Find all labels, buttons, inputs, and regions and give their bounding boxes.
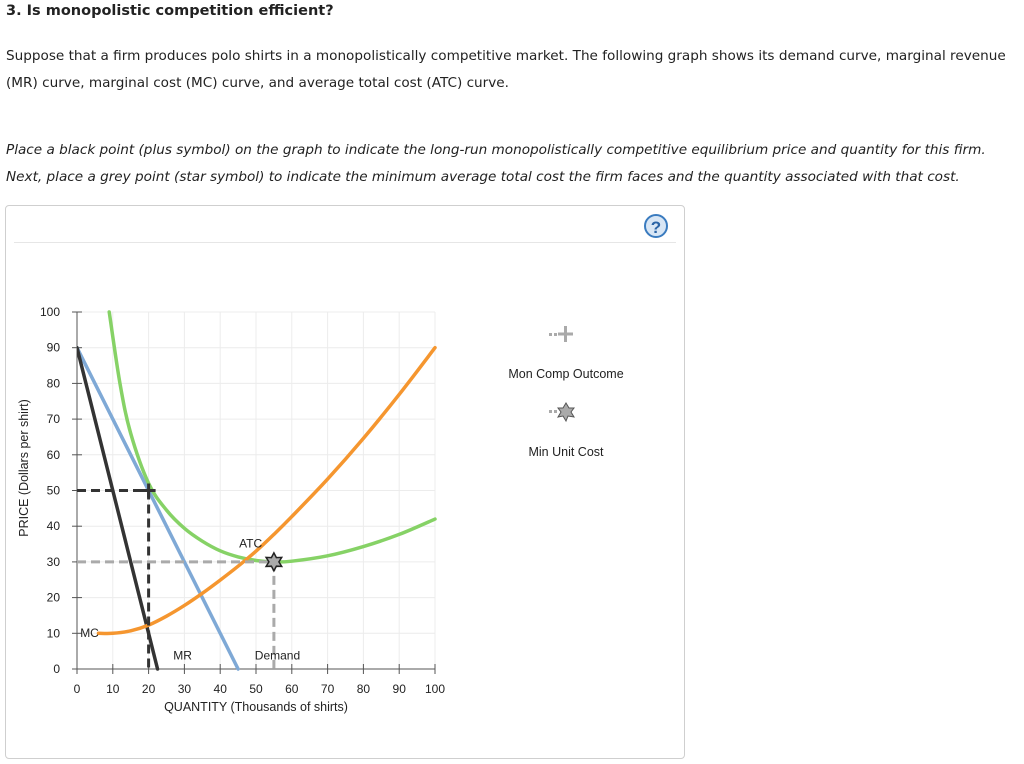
y-tick-label: 70 <box>46 412 60 427</box>
y-tick-label: 20 <box>46 590 60 605</box>
series-mr-line <box>77 348 158 669</box>
y-tick-label: 40 <box>46 519 60 534</box>
question-intro: Suppose that a firm produces polo shirts in a monopolistically competitive market. The following graph shows its demand curve, marginal revenue (MR) curve, marginal cost (MC) curve, and average total cost (ATC) curve. <box>6 48 1006 91</box>
chart-points[interactable] <box>142 484 282 571</box>
x-tick-label: 90 <box>392 682 406 696</box>
series-label-mc: MC <box>80 625 99 640</box>
y-axis-label: PRICE (Dollars per shirt) <box>17 399 31 537</box>
min-unit-cost-point[interactable] <box>266 553 282 571</box>
y-tick-label: 10 <box>46 626 60 641</box>
chart-guides <box>77 491 274 670</box>
x-tick-label: 70 <box>320 682 335 696</box>
series-label-atc: ATC <box>239 536 263 551</box>
y-tick-label: 0 <box>53 662 60 676</box>
x-tick-label: 60 <box>285 682 299 696</box>
x-tick-label: 0 <box>73 682 81 696</box>
y-tick-label: 90 <box>46 340 60 355</box>
x-tick-label: 40 <box>213 682 227 696</box>
help-button[interactable]: ? <box>644 214 668 238</box>
graph-panel <box>5 205 685 759</box>
min-unit-cost-tool[interactable] <box>528 403 604 459</box>
star-icon[interactable] <box>549 403 574 421</box>
chart-axes <box>40 305 445 696</box>
mon-comp-outcome-tool[interactable] <box>508 326 623 381</box>
y-tick-label: 100 <box>39 305 60 319</box>
series-label-mr: MR <box>173 648 192 663</box>
y-tick-label: 30 <box>46 554 60 569</box>
x-axis-label: QUANTITY (Thousands of shirts) <box>164 700 348 714</box>
series-label-demand: Demand <box>254 648 301 663</box>
plus-marker-h[interactable] <box>142 489 156 492</box>
x-tick-label: 10 <box>106 682 120 696</box>
min-unit-cost-label[interactable]: Min Unit Cost <box>528 445 604 459</box>
y-tick-label: 50 <box>46 483 60 498</box>
y-tick-label: 60 <box>46 447 60 462</box>
question-instructions: Place a black point (plus symbol) on the graph to indicate the long-run monopolistically competitive equilibrium price and quantity for this firm. Next, place a grey point (star symbol) to indicate the minimum average total cost the firm faces and the quantity associated with that cost. <box>6 142 986 185</box>
x-tick-label: 20 <box>141 682 156 696</box>
graph-svg[interactable] <box>6 206 682 756</box>
question-title: 3. Is monopolistic competition efficient? <box>6 3 334 19</box>
plus-icon[interactable] <box>549 326 573 342</box>
series-atc-line <box>109 312 435 562</box>
chart-grid <box>77 312 435 669</box>
y-tick-label: 80 <box>46 376 60 391</box>
mon-comp-outcome-label[interactable]: Mon Comp Outcome <box>508 367 624 381</box>
x-tick-label: 80 <box>356 682 371 696</box>
x-tick-label: 100 <box>424 682 446 696</box>
x-tick-label: 50 <box>249 682 263 696</box>
x-tick-label: 30 <box>177 682 192 696</box>
